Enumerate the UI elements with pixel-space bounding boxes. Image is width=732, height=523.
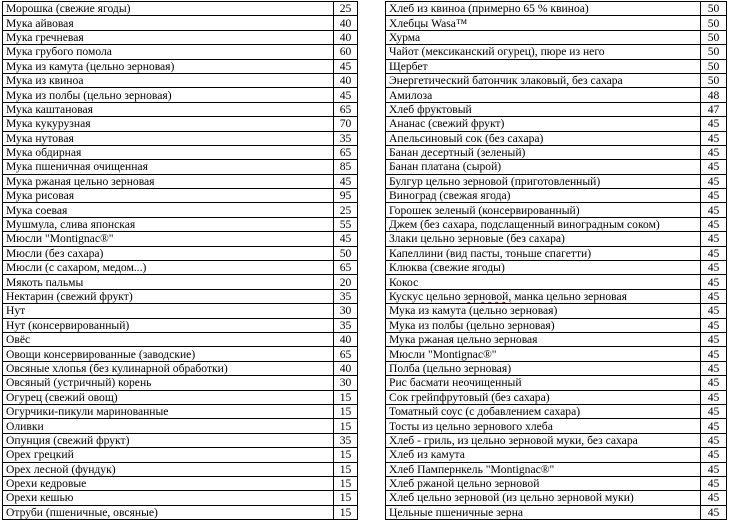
- table-row: [386, 232, 727, 246]
- table-row: [3, 318, 358, 332]
- table-row: [386, 117, 727, 131]
- table-row: [386, 160, 727, 174]
- glycemic-index-cell: 15: [334, 404, 358, 418]
- glycemic-index-cell: 45: [701, 117, 727, 131]
- product-name-cell: Сок грейпфрутовый (без сахара): [386, 390, 701, 404]
- product-name-cell: Мука соевая: [3, 203, 334, 217]
- glycemic-index-cell: 45: [701, 131, 727, 145]
- table-row: [3, 189, 358, 203]
- glycemic-index-cell: 45: [701, 419, 727, 433]
- product-name-cell: Мука обдирная: [3, 145, 334, 159]
- table-row: [3, 232, 358, 246]
- glycemic-index-cell: 47: [701, 102, 727, 116]
- glycemic-index-cell: 15: [334, 476, 358, 490]
- glycemic-index-cell: 65: [334, 145, 358, 159]
- table-row: [3, 45, 358, 59]
- product-name-cell: Рис басмати неочищенный: [386, 376, 701, 390]
- table-row: [386, 131, 727, 145]
- table-row: [386, 2, 727, 16]
- table-row: [3, 217, 358, 231]
- product-name-cell: Мюсли "Montignac®": [3, 232, 334, 246]
- product-name-cell: Джем (без сахара, подслащенный виноградным соком): [386, 217, 701, 231]
- glycemic-index-cell: 35: [334, 289, 358, 303]
- glycemic-index-cell: 15: [334, 491, 358, 505]
- table-row: [386, 246, 727, 260]
- table-row: [386, 433, 727, 447]
- product-name-cell: Клюква (свежие ягоды): [386, 261, 701, 275]
- glycemic-table-right: [385, 1, 727, 520]
- table-row: [386, 88, 727, 102]
- table-row: [3, 390, 358, 404]
- product-name-cell: Полба (цельно зерновая): [386, 361, 701, 375]
- table-row: [386, 30, 727, 44]
- product-name-cell: Мука из полбы (цельно зерновая): [3, 88, 334, 102]
- glycemic-index-cell: 55: [334, 217, 358, 231]
- table-row: [386, 390, 727, 404]
- product-name-cell: Мука айвовая: [3, 16, 334, 30]
- product-name-cell: Амилоза: [386, 88, 701, 102]
- glycemic-index-cell: 45: [701, 246, 727, 260]
- table-row: [3, 59, 358, 73]
- table-row: [386, 174, 727, 188]
- product-name-cell: Мука ржаная цельно зерновая: [386, 332, 701, 346]
- glycemic-index-cell: 40: [334, 332, 358, 346]
- table-row: [386, 376, 727, 390]
- table-row: [386, 275, 727, 289]
- glycemic-index-cell: 45: [701, 232, 727, 246]
- product-name-cell: Мюсли "Montignac®": [386, 347, 701, 361]
- glycemic-index-cell: 40: [334, 16, 358, 30]
- table-row: [386, 347, 727, 361]
- table-row: [3, 476, 358, 490]
- product-name-cell: Мука из квиноа: [3, 73, 334, 87]
- product-name-cell: Орехи кедровые: [3, 476, 334, 490]
- table-row: [3, 347, 358, 361]
- glycemic-index-cell: 45: [334, 59, 358, 73]
- table-row: [386, 419, 727, 433]
- product-name-cell: Овёс: [3, 332, 334, 346]
- glycemic-index-cell: 45: [701, 376, 727, 390]
- glycemic-index-cell: 45: [701, 289, 727, 303]
- table-row: [386, 145, 727, 159]
- product-name-cell: Мука кукурузная: [3, 117, 334, 131]
- table-row: [386, 505, 727, 519]
- product-name-cell: Банан десертный (зеленый): [386, 145, 701, 159]
- glycemic-index-cell: 45: [334, 174, 358, 188]
- product-name-cell: Щербет: [386, 59, 701, 73]
- glycemic-index-cell: 45: [701, 217, 727, 231]
- glycemic-index-cell: 50: [334, 246, 358, 260]
- product-name-cell: Цельные пшеничные зерна: [386, 505, 701, 519]
- glycemic-index-cell: 15: [334, 462, 358, 476]
- table-row: [3, 304, 358, 318]
- table-row: [3, 448, 358, 462]
- product-name-cell: Кокос: [386, 275, 701, 289]
- table-row: [386, 304, 727, 318]
- table-row: [386, 189, 727, 203]
- glycemic-index-cell: 45: [701, 390, 727, 404]
- table-row: [386, 462, 727, 476]
- glycemic-index-cell: 30: [334, 376, 358, 390]
- product-name-cell: Мука гречневая: [3, 30, 334, 44]
- table-row: [386, 203, 727, 217]
- product-name-cell: Горошек зеленый (консервированный): [386, 203, 701, 217]
- product-name-cell: Мука нутовая: [3, 131, 334, 145]
- table-row: [386, 217, 727, 231]
- table-row: [3, 462, 358, 476]
- table-row: [3, 404, 358, 418]
- glycemic-index-cell: 45: [701, 203, 727, 217]
- product-name-cell: Хлебцы Wasa™: [386, 16, 701, 30]
- table-row: [386, 261, 727, 275]
- table-row: [3, 376, 358, 390]
- glycemic-index-cell: 45: [701, 361, 727, 375]
- product-name-cell: Овсяный (устричный) корень: [3, 376, 334, 390]
- table-row: [386, 332, 727, 346]
- glycemic-index-cell: 45: [701, 174, 727, 188]
- glycemic-index-cell: 50: [701, 16, 727, 30]
- table-row: [3, 361, 358, 375]
- product-name-cell: Хлеб - гриль, из цельно зерновой муки, без сахара: [386, 433, 701, 447]
- product-name-cell: Булгур цельно зерновой (приготовленный): [386, 174, 701, 188]
- glycemic-index-cell: 45: [701, 145, 727, 159]
- glycemic-index-cell: 50: [701, 59, 727, 73]
- glycemic-index-cell: 30: [334, 304, 358, 318]
- glycemic-index-cell: 45: [701, 505, 727, 519]
- table-row: [386, 476, 727, 490]
- glycemic-index-cell: 15: [334, 448, 358, 462]
- glycemic-index-cell: 95: [334, 189, 358, 203]
- product-name-cell: Огурчики-пикули маринованные: [3, 404, 334, 418]
- product-name-cell: Нектарин (свежий фрукт): [3, 289, 334, 303]
- product-name-cell: Овощи консервированные (заводские): [3, 347, 334, 361]
- glycemic-index-cell: 25: [334, 2, 358, 16]
- glycemic-table-left: [2, 1, 358, 520]
- glycemic-index-cell: 50: [701, 45, 727, 59]
- glycemic-index-cell: 45: [701, 189, 727, 203]
- product-name-cell: Хлеб из камута: [386, 448, 701, 462]
- table-row: [3, 16, 358, 30]
- glycemic-index-cell: 35: [334, 318, 358, 332]
- glycemic-index-cell: 50: [701, 30, 727, 44]
- table-row: [3, 160, 358, 174]
- glycemic-index-cell: 45: [701, 318, 727, 332]
- product-name-cell: Мука из полбы (цельно зерновая): [386, 318, 701, 332]
- table-row: [3, 145, 358, 159]
- table-row: [386, 404, 727, 418]
- table-row: [386, 361, 727, 375]
- product-name-cell: Чайот (мексиканский огурец), пюре из него: [386, 45, 701, 59]
- product-name-cell: Огурец (свежий овощ): [3, 390, 334, 404]
- table-row: [3, 246, 358, 260]
- glycemic-index-cell: 48: [701, 88, 727, 102]
- glycemic-index-cell: 50: [701, 2, 727, 16]
- product-name-cell: Апельсиновый сок (без сахара): [386, 131, 701, 145]
- product-name-cell: Орехи кешью: [3, 491, 334, 505]
- glycemic-index-cell: 60: [334, 45, 358, 59]
- product-name-cell: Банан платана (сырой): [386, 160, 701, 174]
- table-row: [386, 491, 727, 505]
- product-name-cell: Мушмула, слива японская: [3, 217, 334, 231]
- glycemic-index-cell: 45: [701, 160, 727, 174]
- glycemic-index-cell: 15: [334, 419, 358, 433]
- glycemic-index-cell: 45: [701, 448, 727, 462]
- glycemic-index-cell: 40: [334, 361, 358, 375]
- glycemic-index-cell: 35: [334, 433, 358, 447]
- glycemic-index-cell: 45: [701, 404, 727, 418]
- table-row: [3, 275, 358, 289]
- glycemic-index-cell: 45: [701, 332, 727, 346]
- product-name-cell: Виноград (свежая ягода): [386, 189, 701, 203]
- table-row: [386, 289, 727, 303]
- table-row: [3, 289, 358, 303]
- glycemic-index-cell: 40: [334, 30, 358, 44]
- product-name-cell: Отруби (пшеничные, овсяные): [3, 505, 334, 519]
- product-name-cell: Мука ржаная цельно зерновая: [3, 174, 334, 188]
- table-row: [3, 102, 358, 116]
- glycemic-index-cell: 45: [334, 232, 358, 246]
- glycemic-index-cell: 45: [701, 433, 727, 447]
- glycemic-index-cell: 65: [334, 261, 358, 275]
- glycemic-index-cell: 45: [701, 261, 727, 275]
- glycemic-index-cell: 45: [701, 462, 727, 476]
- table-row: [386, 59, 727, 73]
- product-name-cell: Энергетический батончик злаковый, без сахара: [386, 73, 701, 87]
- table-row: [3, 2, 358, 16]
- product-name-cell: Морошка (свежие ягоды): [3, 2, 334, 16]
- product-name-cell: Хлеб цельно зерновой (из цельно зерновой муки): [386, 491, 701, 505]
- product-name-cell: Оливки: [3, 419, 334, 433]
- product-name-cell: Овсяные хлопья (без кулинарной обработки): [3, 361, 334, 375]
- glycemic-index-cell: 45: [701, 347, 727, 361]
- product-name-cell: Томатный соус (с добавлением сахара): [386, 404, 701, 418]
- table-row: [3, 505, 358, 519]
- table-row: [386, 45, 727, 59]
- table-row: [386, 102, 727, 116]
- glycemic-index-cell: 45: [701, 476, 727, 490]
- glycemic-index-cell: 45: [334, 88, 358, 102]
- table-row: [3, 117, 358, 131]
- table-row: [3, 88, 358, 102]
- table-row: [3, 203, 358, 217]
- glycemic-index-cell: 45: [701, 275, 727, 289]
- glycemic-index-cell: 85: [334, 160, 358, 174]
- glycemic-index-cell: 70: [334, 117, 358, 131]
- product-name-cell: Мука грубого помола: [3, 45, 334, 59]
- table-row: [3, 332, 358, 346]
- glycemic-index-cell: 65: [334, 102, 358, 116]
- glycemic-index-cell: 15: [334, 390, 358, 404]
- product-name-cell: Опунция (свежий фрукт): [3, 433, 334, 447]
- glycemic-index-cell: 20: [334, 275, 358, 289]
- table-row: [386, 73, 727, 87]
- product-name-cell: Мука из камута (цельно зерновая): [386, 304, 701, 318]
- product-name-cell: Хлеб Пампернкель "Montignac®": [386, 462, 701, 476]
- table-row: [3, 30, 358, 44]
- table-row: [3, 491, 358, 505]
- product-name-cell: Орех лесной (фундук): [3, 462, 334, 476]
- product-name-cell: Хурма: [386, 30, 701, 44]
- product-name-cell: Хлеб ржаной цельно зерновой: [386, 476, 701, 490]
- product-name-cell: Мюсли (с сахаром, медом...): [3, 261, 334, 275]
- product-name-cell: Мука каштановая: [3, 102, 334, 116]
- glycemic-index-cell: 65: [334, 347, 358, 361]
- table-row: [3, 433, 358, 447]
- glycemic-index-cell: 40: [334, 73, 358, 87]
- table-row: [3, 131, 358, 145]
- glycemic-index-cell: 45: [701, 491, 727, 505]
- product-name-cell: Мякоть пальмы: [3, 275, 334, 289]
- product-name-cell: Мука рисовая: [3, 189, 334, 203]
- glycemic-index-cell: 35: [334, 131, 358, 145]
- product-name-cell: Мука из камута (цельно зерновая): [3, 59, 334, 73]
- product-name-cell: Хлеб фруктовый: [386, 102, 701, 116]
- table-row: [386, 318, 727, 332]
- product-name-cell: Нут: [3, 304, 334, 318]
- table-row: [3, 419, 358, 433]
- product-name-cell: Орех грецкий: [3, 448, 334, 462]
- glycemic-index-cell: 15: [334, 505, 358, 519]
- glycemic-index-cell: 25: [334, 203, 358, 217]
- product-name-cell: Капеллини (вид пасты, тоньше спагетти): [386, 246, 701, 260]
- spellcheck-underline: зерновой,: [463, 290, 512, 303]
- product-name-cell: Ананас (свежий фрукт): [386, 117, 701, 131]
- table-row: [386, 448, 727, 462]
- product-name-cell: Мука пшеничная очищенная: [3, 160, 334, 174]
- table-row: [3, 73, 358, 87]
- table-row: [3, 261, 358, 275]
- product-name-cell: Кускус цельно зерновой, манка цельно зерновая: [386, 289, 701, 303]
- product-name-cell: Тосты из цельно зернового хлеба: [386, 419, 701, 433]
- product-name-cell: Мюсли (без сахара): [3, 246, 334, 260]
- table-row: [3, 174, 358, 188]
- glycemic-index-cell: 45: [701, 304, 727, 318]
- product-name-cell: Нут (консервированный): [3, 318, 334, 332]
- glycemic-index-cell: 50: [701, 73, 727, 87]
- table-row: [386, 16, 727, 30]
- product-name-cell: Хлеб из квиноа (примерно 65 % квиноа): [386, 2, 701, 16]
- product-name-cell: Злаки цельно зерновые (без сахара): [386, 232, 701, 246]
